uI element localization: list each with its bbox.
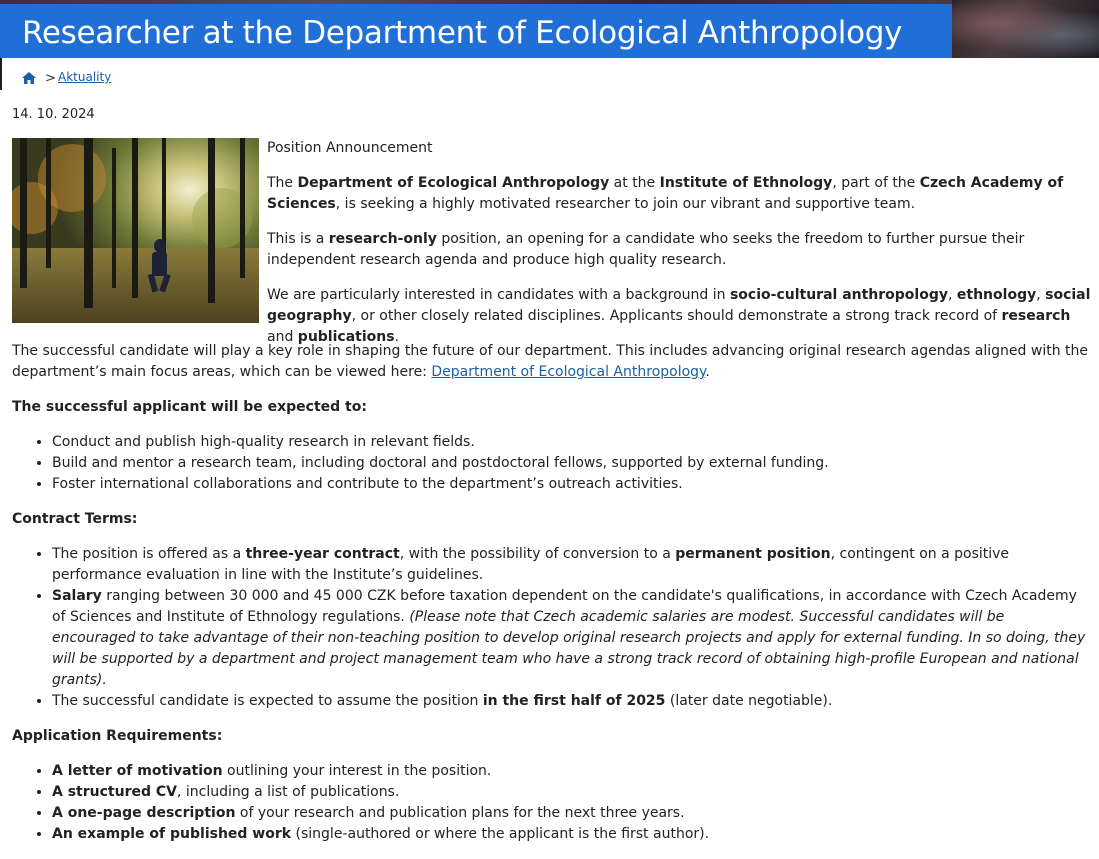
list-item: • The position is offered as a three-year contract, with the possibility of conversion to a permanent position, contingent on a positive performance evaluation in line with the Institute’s guidelines.	[52, 544, 1092, 586]
intro-text	[267, 138, 1092, 362]
header-photo	[952, 0, 1099, 58]
intro-paragraph-2: This is a research-only position, an opening for a candidate who seeks the freedom to further pursue their independent research agenda and produce high quality research.	[267, 231, 1025, 268]
department-link[interactable]: Department of Ecological Anthropology	[431, 364, 706, 380]
contract-heading: Contract Terms:	[12, 511, 138, 527]
expected-list	[12, 432, 1092, 495]
list-item: • Foster international collaborations and contribute to the department’s outreach activities.	[52, 474, 1092, 495]
intro-paragraph-1: The Department of Ecological Anthropology at the Institute of Ethnology, part of the Czech Academy of Sciences, is seeking a highly motivated researcher to join our vibrant and supportive team.	[267, 175, 1064, 212]
list-item: • Conduct and publish high-quality research in relevant fields.	[52, 432, 1092, 453]
list-item: • A structured CV, including a list of publications.	[52, 782, 1092, 803]
list-item: • A letter of motivation outlining your interest in the position.	[52, 761, 1092, 782]
breadcrumb-separator: >	[45, 71, 56, 86]
forest-photo	[12, 138, 259, 323]
breadcrumb-link-aktuality[interactable]: Aktuality	[58, 70, 112, 84]
article-body	[12, 341, 1092, 859]
intro-paragraph-3: We are particularly interested in candidates with a background in socio-cultural anthropology, ethnology, social geography, or other closely related disciplines. Applicants should demonstrate a strong track record of research and publications.	[267, 287, 1091, 345]
header-banner	[0, 0, 1099, 58]
list-item: • Build and mentor a research team, including doctoral and postdoctoral fellows, supported by external funding.	[52, 453, 1092, 474]
application-list	[12, 761, 1092, 845]
title-band	[0, 4, 952, 58]
application-heading: Application Requirements:	[12, 728, 223, 744]
home-icon[interactable]	[22, 72, 36, 84]
article-image	[12, 138, 259, 323]
page-title: Researcher at the Department of Ecological Anthropology	[22, 15, 903, 51]
list-item: • An example of published work (single-authored or where the applicant is the first author).	[52, 824, 1092, 845]
contract-list	[12, 544, 1092, 712]
list-item: • The successful candidate is expected to assume the position in the first half of 2025 (later date negotiable).	[52, 691, 1092, 712]
breadcrumb	[0, 58, 322, 90]
expected-heading: The successful applicant will be expected to:	[12, 399, 367, 415]
publish-date: 14. 10. 2024	[12, 107, 95, 122]
department-paragraph: The successful candidate will play a key role in shaping the future of our department. This includes advancing original research agendas aligned with the department’s main focus areas, which can be viewed here: Department of Ecological Anthropology.	[12, 343, 1088, 380]
list-item: • A one-page description of your research and publication plans for the next three years.	[52, 803, 1092, 824]
position-announcement: Position Announcement	[267, 140, 433, 156]
list-item: • Salary ranging between 30 000 and 45 000 CZK before taxation dependent on the candidate's qualifications, in accordance with Czech Academy of Sciences and Institute of Ethnology regulations. (Please note that Czech academic salaries are modest. Successful candidates will be encouraged to take advantage of their non-teaching position to develop original research projects and apply for external funding. In so doing, they will be supported by a department and project management team who have a strong track record of obtaining high-profile European and national grants).	[52, 586, 1092, 691]
